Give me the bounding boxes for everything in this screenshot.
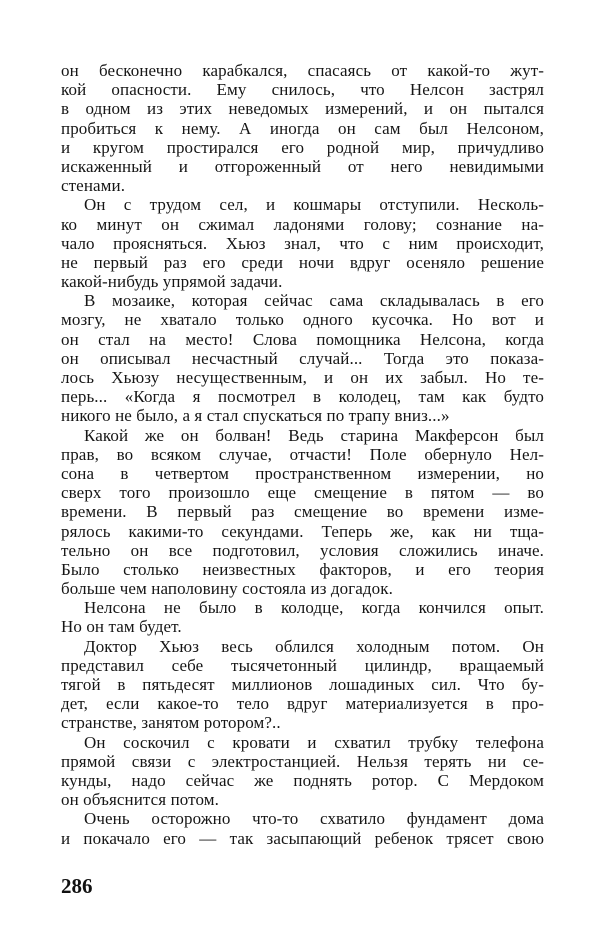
paragraph — [61, 809, 544, 847]
text-line: прямой связи с электростанцией. Нельзя терять ни се- — [61, 751, 544, 771]
paragraph — [61, 426, 544, 599]
paragraph — [61, 291, 544, 425]
text-line: лось Хьюзу несущественным, и он их забыл. Но те- — [61, 368, 544, 387]
paragraph — [61, 637, 544, 733]
text-line: он объяснится потом. — [61, 790, 219, 810]
text-line: Какой же он болван! Ведь старина Макферсон был — [84, 425, 544, 445]
text-line: чало проясняться. Хьюз знал, что с ним происходит, — [61, 233, 544, 253]
paragraph — [61, 733, 544, 810]
text-line: Доктор Хьюз весь облился холодным потом. Он — [84, 636, 544, 656]
page-body-text — [61, 61, 544, 848]
text-line: дет, если какое-то тело вдруг материализуется в про- — [61, 694, 544, 714]
text-line: Он соскочил с кровати и схватил трубку телефона — [84, 732, 544, 752]
text-line: странстве, занятом ротором?.. — [61, 713, 281, 733]
paragraph — [61, 598, 544, 636]
text-line: сона в четвертом пространственном измерении, но — [61, 463, 544, 483]
text-line: кой опасности. Ему снилось, что Нелсон застрял — [61, 80, 544, 100]
text-line: не первый раз его среди ночи вдруг осеняло решение — [61, 252, 544, 272]
text-line: в одном из этих неведомых измерений, и он пытался — [61, 99, 544, 119]
page-number: 286 — [61, 874, 93, 898]
text-line: какой-нибудь упрямой задачи. — [61, 272, 283, 292]
paragraph — [61, 195, 544, 291]
text-line: стенами. — [61, 176, 126, 196]
text-line: Но он там будет. — [61, 617, 182, 637]
text-line: времени. В первый раз смещение во времени изме- — [61, 502, 544, 522]
text-line: никого не было, а я стал спускаться по трапу вниз...» — [61, 406, 450, 426]
text-line: кунды, надо сейчас же поднять ротор. С Мердоком — [61, 770, 544, 790]
text-line: он бесконечно карабкался, спасаясь от какой-то жут- — [61, 61, 544, 80]
text-line: и кругом простирался его родной мир, причудливо — [61, 137, 544, 157]
text-line: представил себе тысячетонный цилиндр, вращаемый — [61, 655, 544, 675]
text-line: он стал на место! Слова помощника Нелсона, когда — [61, 329, 544, 349]
text-line: он описывал несчастный случай... Тогда это показа- — [61, 348, 544, 368]
text-line: рялось какими-то секундами. Теперь же, как ни тща- — [61, 521, 544, 541]
text-line: ко минут он сжимал ладонями голову; сознание на- — [61, 214, 544, 234]
paragraph — [61, 61, 544, 195]
text-line: больше чем наполовину состояла из догадок. — [61, 579, 393, 599]
text-line: и покачало его — так засыпающий ребенок трясет свою — [61, 828, 544, 848]
text-line: перь... «Когда я посмотрел в колодец, там как будто — [61, 387, 544, 407]
text-line: Очень осторожно что-то схватило фундамент дома — [84, 809, 544, 829]
text-line: тельно он все подготовил, условия сложились иначе. — [61, 540, 544, 560]
text-line: сверх того произошло еще смещение в пятом — во — [61, 483, 544, 503]
text-line: Было столько неизвестных факторов, и его теория — [61, 559, 544, 579]
text-line: тягой в пятьдесят миллионов лошадиных сил. Что бу- — [61, 675, 544, 694]
text-line: искаженный и отгороженный от него невидимыми — [61, 156, 544, 176]
text-line: Он с трудом сел, и кошмары отступили. Несколь- — [84, 195, 544, 215]
text-line: В мозаике, которая сейчас сама складывалась в его — [84, 291, 544, 311]
text-line: прав, во всяком случае, отчасти! Поле обернуло Нел- — [61, 444, 544, 464]
text-line: мозгу, не хватало только одного кусочка. Но вот и — [61, 310, 544, 330]
text-line: Нелсона не было в колодце, когда кончился опыт. — [84, 598, 544, 618]
text-line: пробиться к нему. А иногда он сам был Нелсоном, — [61, 118, 544, 138]
